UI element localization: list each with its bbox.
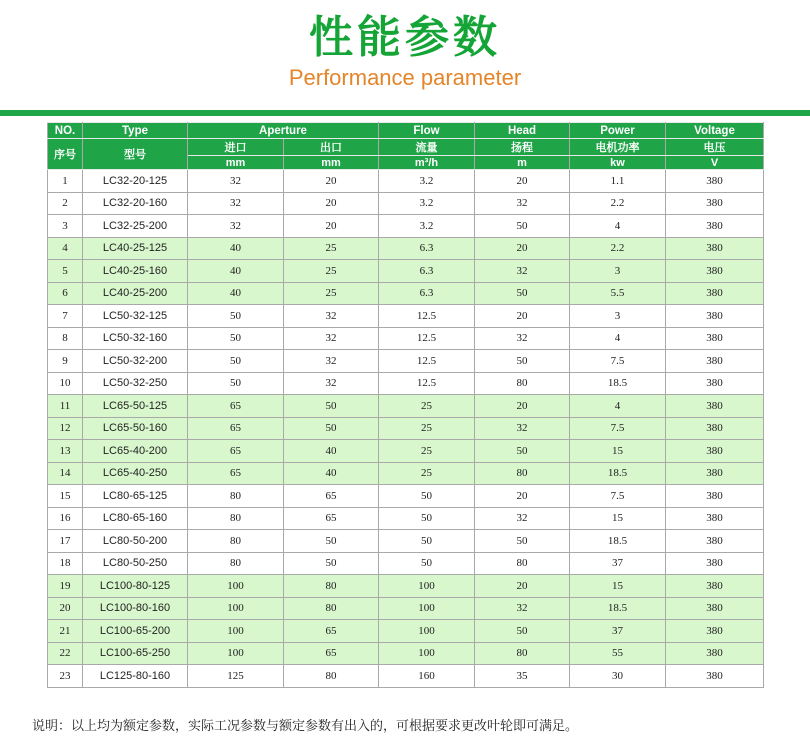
cell-inlet: 65 <box>188 462 284 485</box>
cell-flow: 100 <box>379 620 475 643</box>
cell-head: 20 <box>475 170 570 193</box>
cell-flow: 50 <box>379 552 475 575</box>
cell-outlet: 32 <box>284 372 379 395</box>
cell-type: LC80-65-160 <box>83 507 188 530</box>
cell-power: 2.2 <box>570 192 666 215</box>
table-row <box>48 372 764 395</box>
table-row <box>48 575 764 598</box>
cell-flow: 3.2 <box>379 170 475 193</box>
cell-no: 22 <box>48 642 83 665</box>
table-row <box>48 485 764 508</box>
cell-type: LC32-20-125 <box>83 170 188 193</box>
table-row <box>48 462 764 485</box>
cell-power: 37 <box>570 620 666 643</box>
cell-power: 4 <box>570 395 666 418</box>
cell-inlet: 100 <box>188 575 284 598</box>
cell-outlet: 50 <box>284 552 379 575</box>
cell-power: 18.5 <box>570 372 666 395</box>
cell-flow: 50 <box>379 530 475 553</box>
cell-inlet: 100 <box>188 597 284 620</box>
table-row <box>48 170 764 193</box>
cell-voltage: 380 <box>666 260 764 283</box>
cell-flow: 160 <box>379 665 475 688</box>
cell-flow: 25 <box>379 395 475 418</box>
cell-flow: 6.3 <box>379 237 475 260</box>
cell-head: 20 <box>475 395 570 418</box>
cell-voltage: 380 <box>666 575 764 598</box>
cell-head: 80 <box>475 372 570 395</box>
unit-head: m <box>475 156 570 170</box>
cell-voltage: 380 <box>666 350 764 373</box>
cell-outlet: 80 <box>284 597 379 620</box>
unit-power: kw <box>570 156 666 170</box>
cell-outlet: 25 <box>284 282 379 305</box>
cell-no: 17 <box>48 530 83 553</box>
cell-no: 12 <box>48 417 83 440</box>
cell-voltage: 380 <box>666 507 764 530</box>
cell-voltage: 380 <box>666 462 764 485</box>
cell-power: 3 <box>570 305 666 328</box>
cell-type: LC100-65-200 <box>83 620 188 643</box>
cell-flow: 100 <box>379 597 475 620</box>
cell-flow: 3.2 <box>379 215 475 238</box>
cell-outlet: 65 <box>284 642 379 665</box>
header-row-en <box>48 123 764 139</box>
table-row <box>48 597 764 620</box>
cell-head: 50 <box>475 282 570 305</box>
col-header-type: Type <box>83 123 188 139</box>
cell-voltage: 380 <box>666 552 764 575</box>
cell-outlet: 80 <box>284 665 379 688</box>
cell-voltage: 380 <box>666 215 764 238</box>
cell-power: 2.2 <box>570 237 666 260</box>
cell-inlet: 50 <box>188 305 284 328</box>
cell-no: 2 <box>48 192 83 215</box>
cell-inlet: 40 <box>188 237 284 260</box>
cell-inlet: 65 <box>188 417 284 440</box>
cell-power: 3 <box>570 260 666 283</box>
cell-power: 15 <box>570 440 666 463</box>
cell-power: 18.5 <box>570 597 666 620</box>
cell-type: LC125-80-160 <box>83 665 188 688</box>
cell-power: 4 <box>570 327 666 350</box>
cell-inlet: 40 <box>188 260 284 283</box>
cell-type: LC40-25-125 <box>83 237 188 260</box>
cell-no: 16 <box>48 507 83 530</box>
cell-head: 50 <box>475 215 570 238</box>
cell-voltage: 380 <box>666 237 764 260</box>
cell-voltage: 380 <box>666 327 764 350</box>
cell-no: 13 <box>48 440 83 463</box>
cell-inlet: 32 <box>188 170 284 193</box>
cell-no: 1 <box>48 170 83 193</box>
table-row <box>48 665 764 688</box>
cell-no: 4 <box>48 237 83 260</box>
col-header-head: Head <box>475 123 570 139</box>
col-header-no-cn: 序号 <box>48 139 83 170</box>
col-header-voltage-cn: 电压 <box>666 139 764 156</box>
cell-flow: 25 <box>379 417 475 440</box>
cell-voltage: 380 <box>666 485 764 508</box>
cell-outlet: 32 <box>284 305 379 328</box>
unit-voltage: V <box>666 156 764 170</box>
cell-inlet: 80 <box>188 485 284 508</box>
col-header-power-cn: 电机功率 <box>570 139 666 156</box>
cell-head: 80 <box>475 462 570 485</box>
col-header-type-cn: 型号 <box>83 139 188 170</box>
cell-head: 35 <box>475 665 570 688</box>
cell-type: LC50-32-250 <box>83 372 188 395</box>
cell-flow: 12.5 <box>379 327 475 350</box>
cell-flow: 25 <box>379 440 475 463</box>
cell-type: LC100-65-250 <box>83 642 188 665</box>
cell-type: LC65-40-200 <box>83 440 188 463</box>
unit-flow: m³/h <box>379 156 475 170</box>
cell-outlet: 50 <box>284 395 379 418</box>
cell-type: LC100-80-160 <box>83 597 188 620</box>
cell-no: 7 <box>48 305 83 328</box>
cell-outlet: 20 <box>284 170 379 193</box>
cell-flow: 25 <box>379 462 475 485</box>
cell-no: 18 <box>48 552 83 575</box>
cell-flow: 50 <box>379 485 475 508</box>
cell-voltage: 380 <box>666 282 764 305</box>
cell-head: 50 <box>475 440 570 463</box>
cell-inlet: 80 <box>188 507 284 530</box>
table-row <box>48 417 764 440</box>
cell-type: LC65-40-250 <box>83 462 188 485</box>
cell-type: LC80-50-200 <box>83 530 188 553</box>
table-row <box>48 395 764 418</box>
cell-power: 55 <box>570 642 666 665</box>
cell-inlet: 100 <box>188 620 284 643</box>
table-row <box>48 552 764 575</box>
cell-outlet: 25 <box>284 237 379 260</box>
cell-no: 6 <box>48 282 83 305</box>
cell-inlet: 65 <box>188 440 284 463</box>
table-row <box>48 350 764 373</box>
cell-head: 20 <box>475 305 570 328</box>
cell-type: LC80-50-250 <box>83 552 188 575</box>
cell-inlet: 40 <box>188 282 284 305</box>
cell-type: LC32-25-200 <box>83 215 188 238</box>
unit-outlet: mm <box>284 156 379 170</box>
cell-head: 32 <box>475 417 570 440</box>
cell-flow: 3.2 <box>379 192 475 215</box>
cell-type: LC40-25-200 <box>83 282 188 305</box>
cell-outlet: 65 <box>284 485 379 508</box>
col-header-flow: Flow <box>379 123 475 139</box>
cell-power: 7.5 <box>570 350 666 373</box>
unit-inlet: mm <box>188 156 284 170</box>
col-header-voltage: Voltage <box>666 123 764 139</box>
cell-head: 20 <box>475 575 570 598</box>
page-subtitle: Performance parameter <box>288 65 522 90</box>
col-header-no: NO. <box>48 123 83 139</box>
col-header-inlet: 进口 <box>188 139 284 156</box>
cell-head: 50 <box>475 620 570 643</box>
cell-head: 32 <box>475 507 570 530</box>
cell-head: 50 <box>475 530 570 553</box>
cell-head: 32 <box>475 192 570 215</box>
cell-outlet: 50 <box>284 530 379 553</box>
cell-outlet: 40 <box>284 440 379 463</box>
cell-head: 80 <box>475 642 570 665</box>
cell-voltage: 380 <box>666 395 764 418</box>
table-row <box>48 260 764 283</box>
page-title: 性能参数 <box>309 12 501 63</box>
cell-type: LC65-50-160 <box>83 417 188 440</box>
cell-type: LC32-20-160 <box>83 192 188 215</box>
cell-power: 37 <box>570 552 666 575</box>
cell-inlet: 80 <box>188 530 284 553</box>
cell-outlet: 20 <box>284 215 379 238</box>
cell-no: 3 <box>48 215 83 238</box>
cell-inlet: 50 <box>188 350 284 373</box>
cell-inlet: 50 <box>188 327 284 350</box>
cell-flow: 12.5 <box>379 350 475 373</box>
table-row <box>48 507 764 530</box>
cell-no: 11 <box>48 395 83 418</box>
table-row <box>48 305 764 328</box>
table-row <box>48 192 764 215</box>
cell-voltage: 380 <box>666 597 764 620</box>
cell-outlet: 20 <box>284 192 379 215</box>
cell-flow: 6.3 <box>379 260 475 283</box>
cell-type: LC50-32-160 <box>83 327 188 350</box>
table-row <box>48 282 764 305</box>
cell-voltage: 380 <box>666 192 764 215</box>
cell-voltage: 380 <box>666 642 764 665</box>
cell-no: 21 <box>48 620 83 643</box>
cell-voltage: 380 <box>666 530 764 553</box>
col-header-outlet: 出口 <box>284 139 379 156</box>
cell-head: 20 <box>475 237 570 260</box>
cell-power: 1.1 <box>570 170 666 193</box>
cell-inlet: 80 <box>188 552 284 575</box>
performance-table <box>47 122 764 688</box>
table-row <box>48 215 764 238</box>
cell-power: 4 <box>570 215 666 238</box>
cell-outlet: 32 <box>284 350 379 373</box>
table-body <box>48 170 764 688</box>
cell-head: 32 <box>475 597 570 620</box>
cell-voltage: 380 <box>666 372 764 395</box>
cell-no: 23 <box>48 665 83 688</box>
cell-inlet: 100 <box>188 642 284 665</box>
footnote: 说明：以上均为额定参数，实际工况参数与额定参数有出入的，可根据要求更改叶轮即可满足。 <box>32 719 579 734</box>
cell-type: LC50-32-125 <box>83 305 188 328</box>
cell-no: 20 <box>48 597 83 620</box>
cell-power: 18.5 <box>570 530 666 553</box>
cell-outlet: 40 <box>284 462 379 485</box>
cell-head: 32 <box>475 260 570 283</box>
divider <box>0 110 810 116</box>
col-header-head-cn: 扬程 <box>475 139 570 156</box>
cell-inlet: 32 <box>188 192 284 215</box>
cell-voltage: 380 <box>666 665 764 688</box>
cell-flow: 6.3 <box>379 282 475 305</box>
table-row <box>48 642 764 665</box>
cell-no: 9 <box>48 350 83 373</box>
cell-voltage: 380 <box>666 620 764 643</box>
cell-flow: 100 <box>379 575 475 598</box>
cell-outlet: 65 <box>284 620 379 643</box>
cell-type: LC65-50-125 <box>83 395 188 418</box>
cell-outlet: 25 <box>284 260 379 283</box>
table-row <box>48 237 764 260</box>
cell-type: LC100-80-125 <box>83 575 188 598</box>
cell-flow: 50 <box>379 507 475 530</box>
cell-no: 19 <box>48 575 83 598</box>
header-row-cn <box>48 139 764 156</box>
cell-inlet: 65 <box>188 395 284 418</box>
cell-outlet: 80 <box>284 575 379 598</box>
cell-no: 10 <box>48 372 83 395</box>
cell-outlet: 50 <box>284 417 379 440</box>
cell-type: LC80-65-125 <box>83 485 188 508</box>
cell-inlet: 50 <box>188 372 284 395</box>
cell-flow: 12.5 <box>379 372 475 395</box>
cell-power: 7.5 <box>570 485 666 508</box>
cell-power: 5.5 <box>570 282 666 305</box>
table-row <box>48 530 764 553</box>
cell-head: 80 <box>475 552 570 575</box>
cell-head: 32 <box>475 327 570 350</box>
table-row <box>48 620 764 643</box>
cell-head: 20 <box>475 485 570 508</box>
cell-voltage: 380 <box>666 170 764 193</box>
table-row <box>48 440 764 463</box>
cell-inlet: 32 <box>188 215 284 238</box>
cell-power: 7.5 <box>570 417 666 440</box>
cell-type: LC40-25-160 <box>83 260 188 283</box>
cell-power: 30 <box>570 665 666 688</box>
cell-outlet: 32 <box>284 327 379 350</box>
cell-power: 18.5 <box>570 462 666 485</box>
cell-head: 50 <box>475 350 570 373</box>
col-header-flow-cn: 流量 <box>379 139 475 156</box>
cell-no: 15 <box>48 485 83 508</box>
cell-type: LC50-32-200 <box>83 350 188 373</box>
cell-voltage: 380 <box>666 305 764 328</box>
cell-power: 15 <box>570 575 666 598</box>
col-header-power: Power <box>570 123 666 139</box>
cell-power: 15 <box>570 507 666 530</box>
cell-voltage: 380 <box>666 417 764 440</box>
cell-inlet: 125 <box>188 665 284 688</box>
cell-voltage: 380 <box>666 440 764 463</box>
cell-no: 8 <box>48 327 83 350</box>
col-header-aperture: Aperture <box>188 123 379 139</box>
cell-flow: 100 <box>379 642 475 665</box>
cell-no: 5 <box>48 260 83 283</box>
cell-flow: 12.5 <box>379 305 475 328</box>
cell-outlet: 65 <box>284 507 379 530</box>
cell-no: 14 <box>48 462 83 485</box>
table-row <box>48 327 764 350</box>
